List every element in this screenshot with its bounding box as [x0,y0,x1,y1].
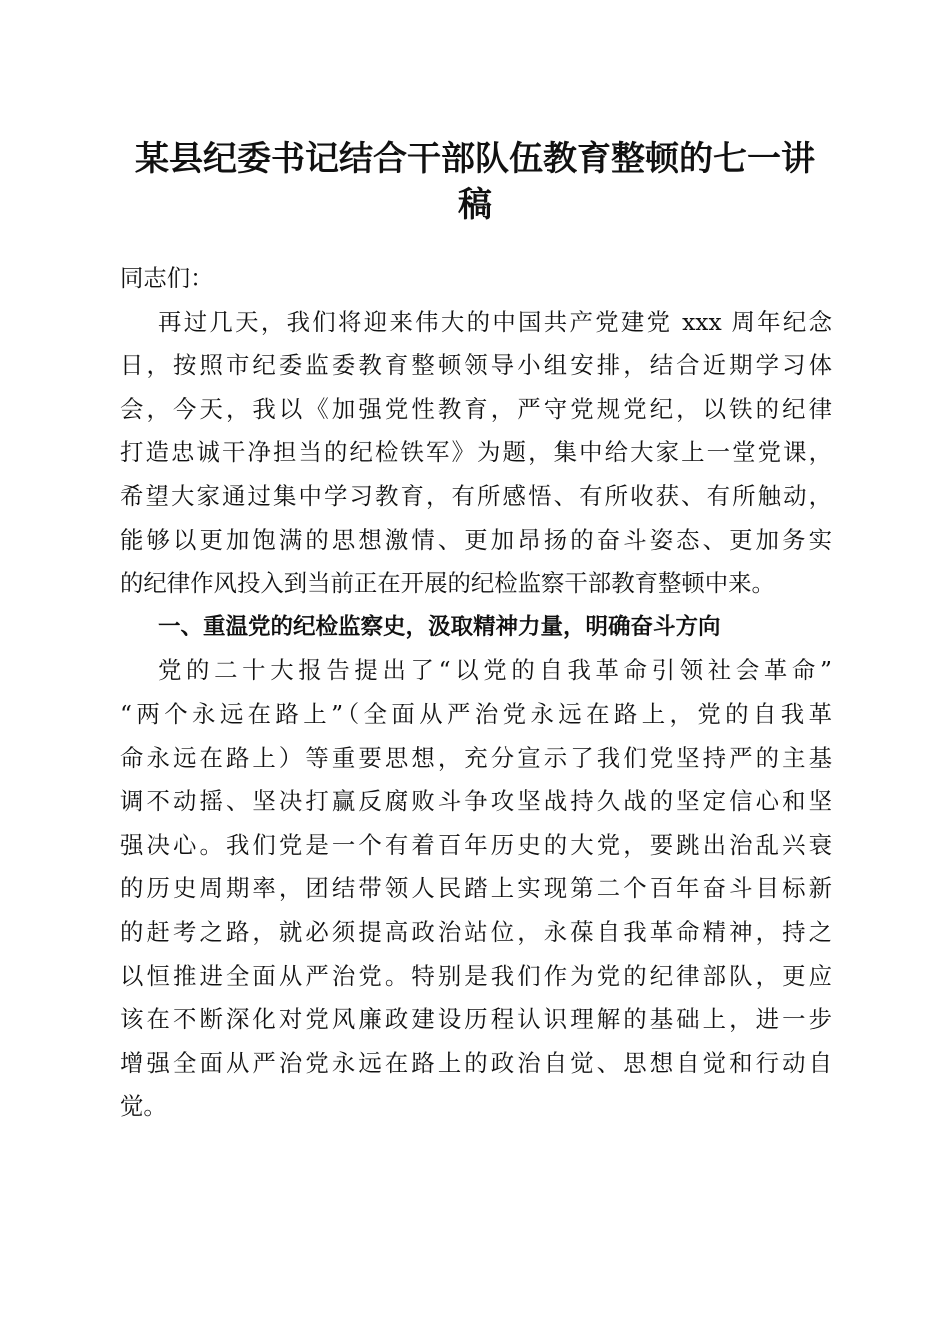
text-line: 强决心。我们党是一个有着百年历史的大党，要跳出治乱兴衰 [120,830,832,859]
text-line: 一、重温党的纪检监察史，汲取精神力量，明确奋斗方向 [158,613,721,640]
text-line: 会，今天，我以《加强党性教育，严守党规党纪，以铁的纪律 [120,394,832,423]
text-line: 调不动摇、坚决打赢反腐败斗争攻坚战持久战的坚定信心和坚 [120,787,832,816]
salutation: 同志们： [120,264,214,292]
text-line: 的历史周期率，团结带领人民踏上实现第二个百年奋斗目标新 [120,874,832,903]
text-line: 再过几天，我们将迎来伟大的中国共产党建党 xxx 周年纪念 [158,307,832,336]
text-line: 能够以更加饱满的思想激情、更加昂扬的奋斗姿态、更加务实 [120,525,832,554]
section-heading [120,606,832,650]
title-line-2: 稿 [458,185,492,225]
text-line: 党的二十大报告提出了“以党的自我革命引领社会革命” [158,656,832,685]
text-line: 的赶考之路，就必须提高政治站位，永葆自我革命精神，持之 [120,917,832,946]
text-line: 日，按照市纪委监委教育整顿领导小组安排，结合近期学习体 [120,351,832,380]
text-line: 的纪律作风投入到当前正在开展的纪检监察干部教育整顿中来。 [120,569,775,598]
document-title [100,136,850,228]
body-paragraph [120,301,832,606]
text-line: 希望大家通过集中学习教育，有所感悟、有所收获、有所触动， [120,481,832,510]
body-paragraph [120,649,832,1129]
text-line: 命永远在路上）等重要思想，充分宣示了我们党坚持严的主基 [120,743,832,772]
text-line: 打造忠诚干净担当的纪检铁军》为题，集中给大家上一堂党课， [120,438,832,467]
text-line: 该在不断深化对党风廉政建设历程认识理解的基础上，进一步 [120,1005,832,1034]
title-line-1: 某县纪委书记结合干部队伍教育整顿的七一讲 [135,139,815,179]
text-line: 增强全面从严治党永远在路上的政治自觉、思想自觉和行动自 [120,1048,832,1077]
text-line: “两个永远在路上”（全面从严治党永远在路上，党的自我革 [120,699,832,728]
text-line: 以恒推进全面从严治党。特别是我们作为党的纪律部队，更应 [120,961,832,990]
document-body [120,257,832,1129]
text-line: 觉。 [120,1092,167,1121]
